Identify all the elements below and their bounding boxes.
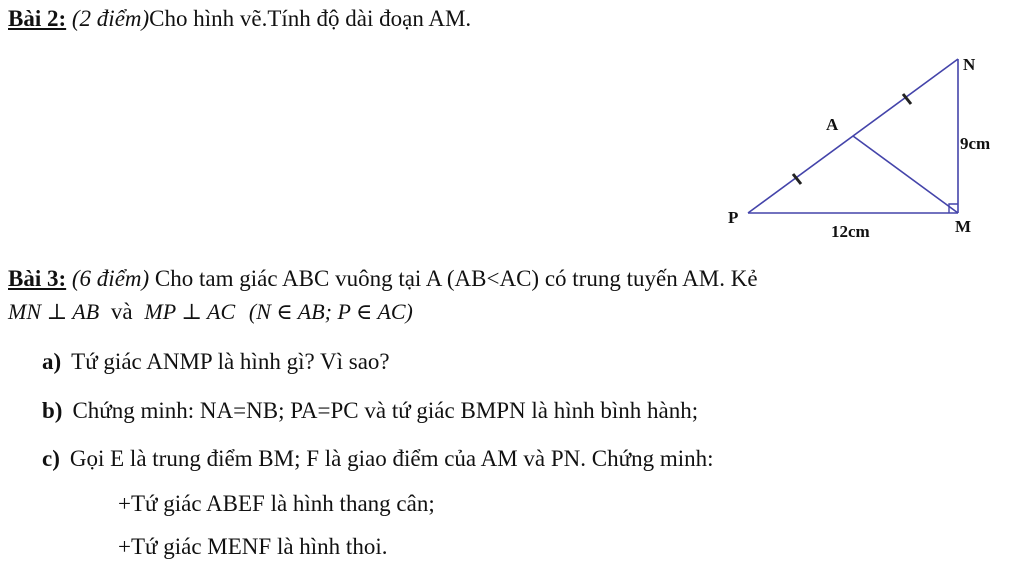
- label-nm-length: 9cm: [960, 134, 991, 153]
- question-a: [42, 347, 390, 377]
- question-c: [42, 444, 714, 474]
- question-a-label: a): [42, 349, 62, 374]
- question-c-part-1: +Tứ giác ABEF là hình thang cân;: [118, 491, 435, 516]
- question-c-text: Gọi E là trung điểm BM; F là giao điểm của AM và PN. Chứng minh:: [69, 446, 714, 471]
- math-mn-perp-ab: MN ⊥ AB: [8, 299, 100, 324]
- question-c-part-2: +Tứ giác MENF là hình thoi.: [118, 534, 388, 559]
- question-c-label: c): [42, 446, 60, 471]
- triangle-figure: [720, 50, 1020, 250]
- problem-3-math-conditions: [8, 297, 413, 327]
- math-and-word: và: [110, 299, 133, 324]
- problem-3-text: Cho tam giác ABC vuông tại A (AB<AC) có trung tuyến AM. Kẻ: [154, 266, 758, 291]
- question-a-text: Tứ giác ANMP là hình gì? Vì sao?: [71, 349, 390, 374]
- label-a: A: [826, 115, 839, 134]
- label-p: P: [728, 208, 739, 227]
- segment-am: [853, 136, 958, 213]
- problem-2-statement: [8, 4, 471, 34]
- question-b: [42, 396, 698, 426]
- label-n: N: [963, 55, 976, 74]
- question-b-text: Chứng minh: NA=NB; PA=PC và tứ giác BMPN là hình bình hành;: [72, 398, 699, 423]
- problem-3-statement: [8, 264, 758, 294]
- problem-2-text: Cho hình vẽ.Tính độ dài đoạn AM.: [149, 6, 472, 31]
- math-mp-perp-ac: MP ⊥ AC: [144, 299, 236, 324]
- problem-3-points: (6 điểm): [71, 266, 150, 291]
- math-membership: (N ∈ AB; P ∈ AC): [248, 299, 413, 324]
- problem-3-label: Bài 3:: [8, 266, 67, 291]
- question-b-label: b): [42, 398, 63, 423]
- problem-2-label: Bài 2:: [8, 6, 67, 31]
- problem-2-points: (2 điểm): [71, 6, 150, 31]
- label-m: M: [955, 217, 972, 236]
- label-pm-length: 12cm: [831, 222, 870, 241]
